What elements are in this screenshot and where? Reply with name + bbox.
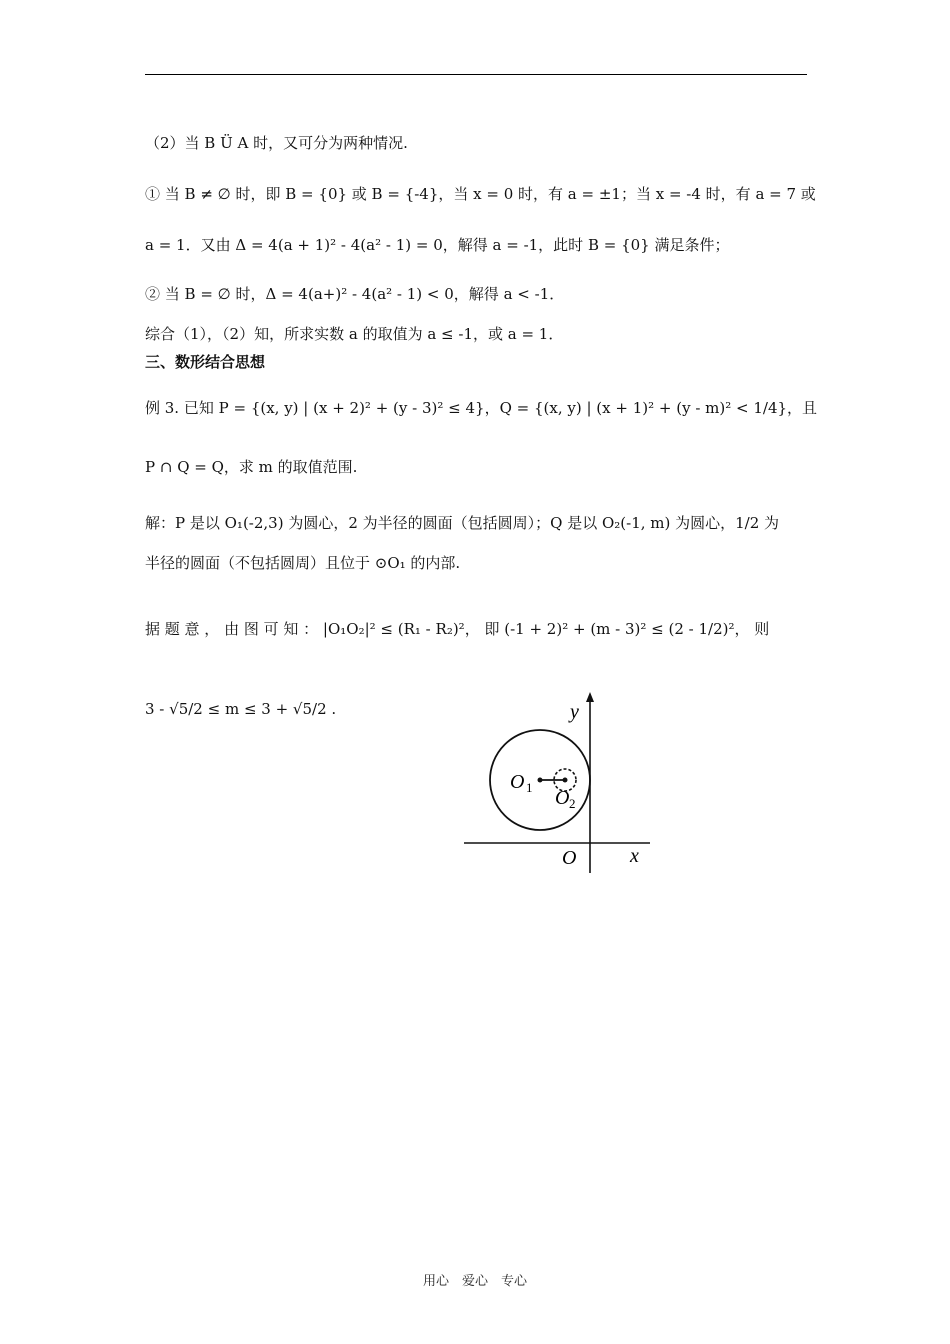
- solution-result: 3 - √5/2 ≤ m ≤ 3 + √5/2 .: [145, 700, 337, 718]
- label-o1: O: [510, 771, 525, 793]
- header-rule: [145, 74, 807, 75]
- point-o1: [538, 778, 543, 783]
- page-footer: 用心 爱心 专心: [422, 1274, 527, 1289]
- section-heading: 三、数形结合思想: [145, 353, 266, 371]
- point-o2: [563, 778, 568, 783]
- solution-line-1: 解：P 是以 O₁(-2,3) 为圆心，2 为半径的圆面（包括圆周）；Q 是以 O₂(-1, m) 为圆心，1/2 为: [145, 514, 780, 532]
- line-summary: 综合（1），（2）知，所求实数 a 的取值为 a ≤ -1，或 a = 1．: [145, 325, 564, 343]
- label-x: x: [630, 845, 639, 867]
- label-o2: O: [555, 787, 570, 809]
- solution-line-2: 半径的圆面（不包括圆周）且位于 ⊙O₁ 的内部.: [145, 554, 461, 572]
- example-3-statement: 例 3. 已知 P = {(x, y) | (x + 2)² + (y - 3)² ≤ 4}，Q = {(x, y) | (x + 1)² + (y - m)² < 1/4}，且: [145, 399, 818, 417]
- y-axis-arrow: [586, 692, 594, 702]
- label-o2-sub: 2: [569, 796, 576, 811]
- line-case-2-2: ② 当 B = ∅ 时，Δ = 4(a+)² - 4(a² - 1) < 0，解得 a < -1．: [145, 285, 565, 303]
- label-o1-sub: 1: [526, 780, 533, 795]
- line-case-2-1: ① 当 B ≠ ∅ 时，即 B = {0} 或 B = {-4}，当 x = 0 时，有 a = ±1；当 x = -4 时，有 a = 7 或: [145, 185, 816, 203]
- circle-diagram: [460, 688, 660, 878]
- line-case-2: （2）当 B Ü A 时，又可分为两种情况.: [145, 134, 408, 152]
- example-3-statement-cont: P ∩ Q = Q，求 m 的取值范围.: [145, 458, 358, 476]
- line-case-2-1-cont: a = 1．又由 Δ = 4(a + 1)² - 4(a² - 1) = 0，解得 a = -1，此时 B = {0} 满足条件；: [145, 236, 730, 254]
- label-origin: O: [562, 847, 577, 869]
- solution-line-3: 据 题 意 ， 由 图 可 知 ： |O₁O₂|² ≤ (R₁ - R₂)²， 即 (-1 + 2)² + (m - 3)² ≤ (2 - 1/2)²， 则: [145, 620, 770, 638]
- label-y: y: [570, 701, 579, 723]
